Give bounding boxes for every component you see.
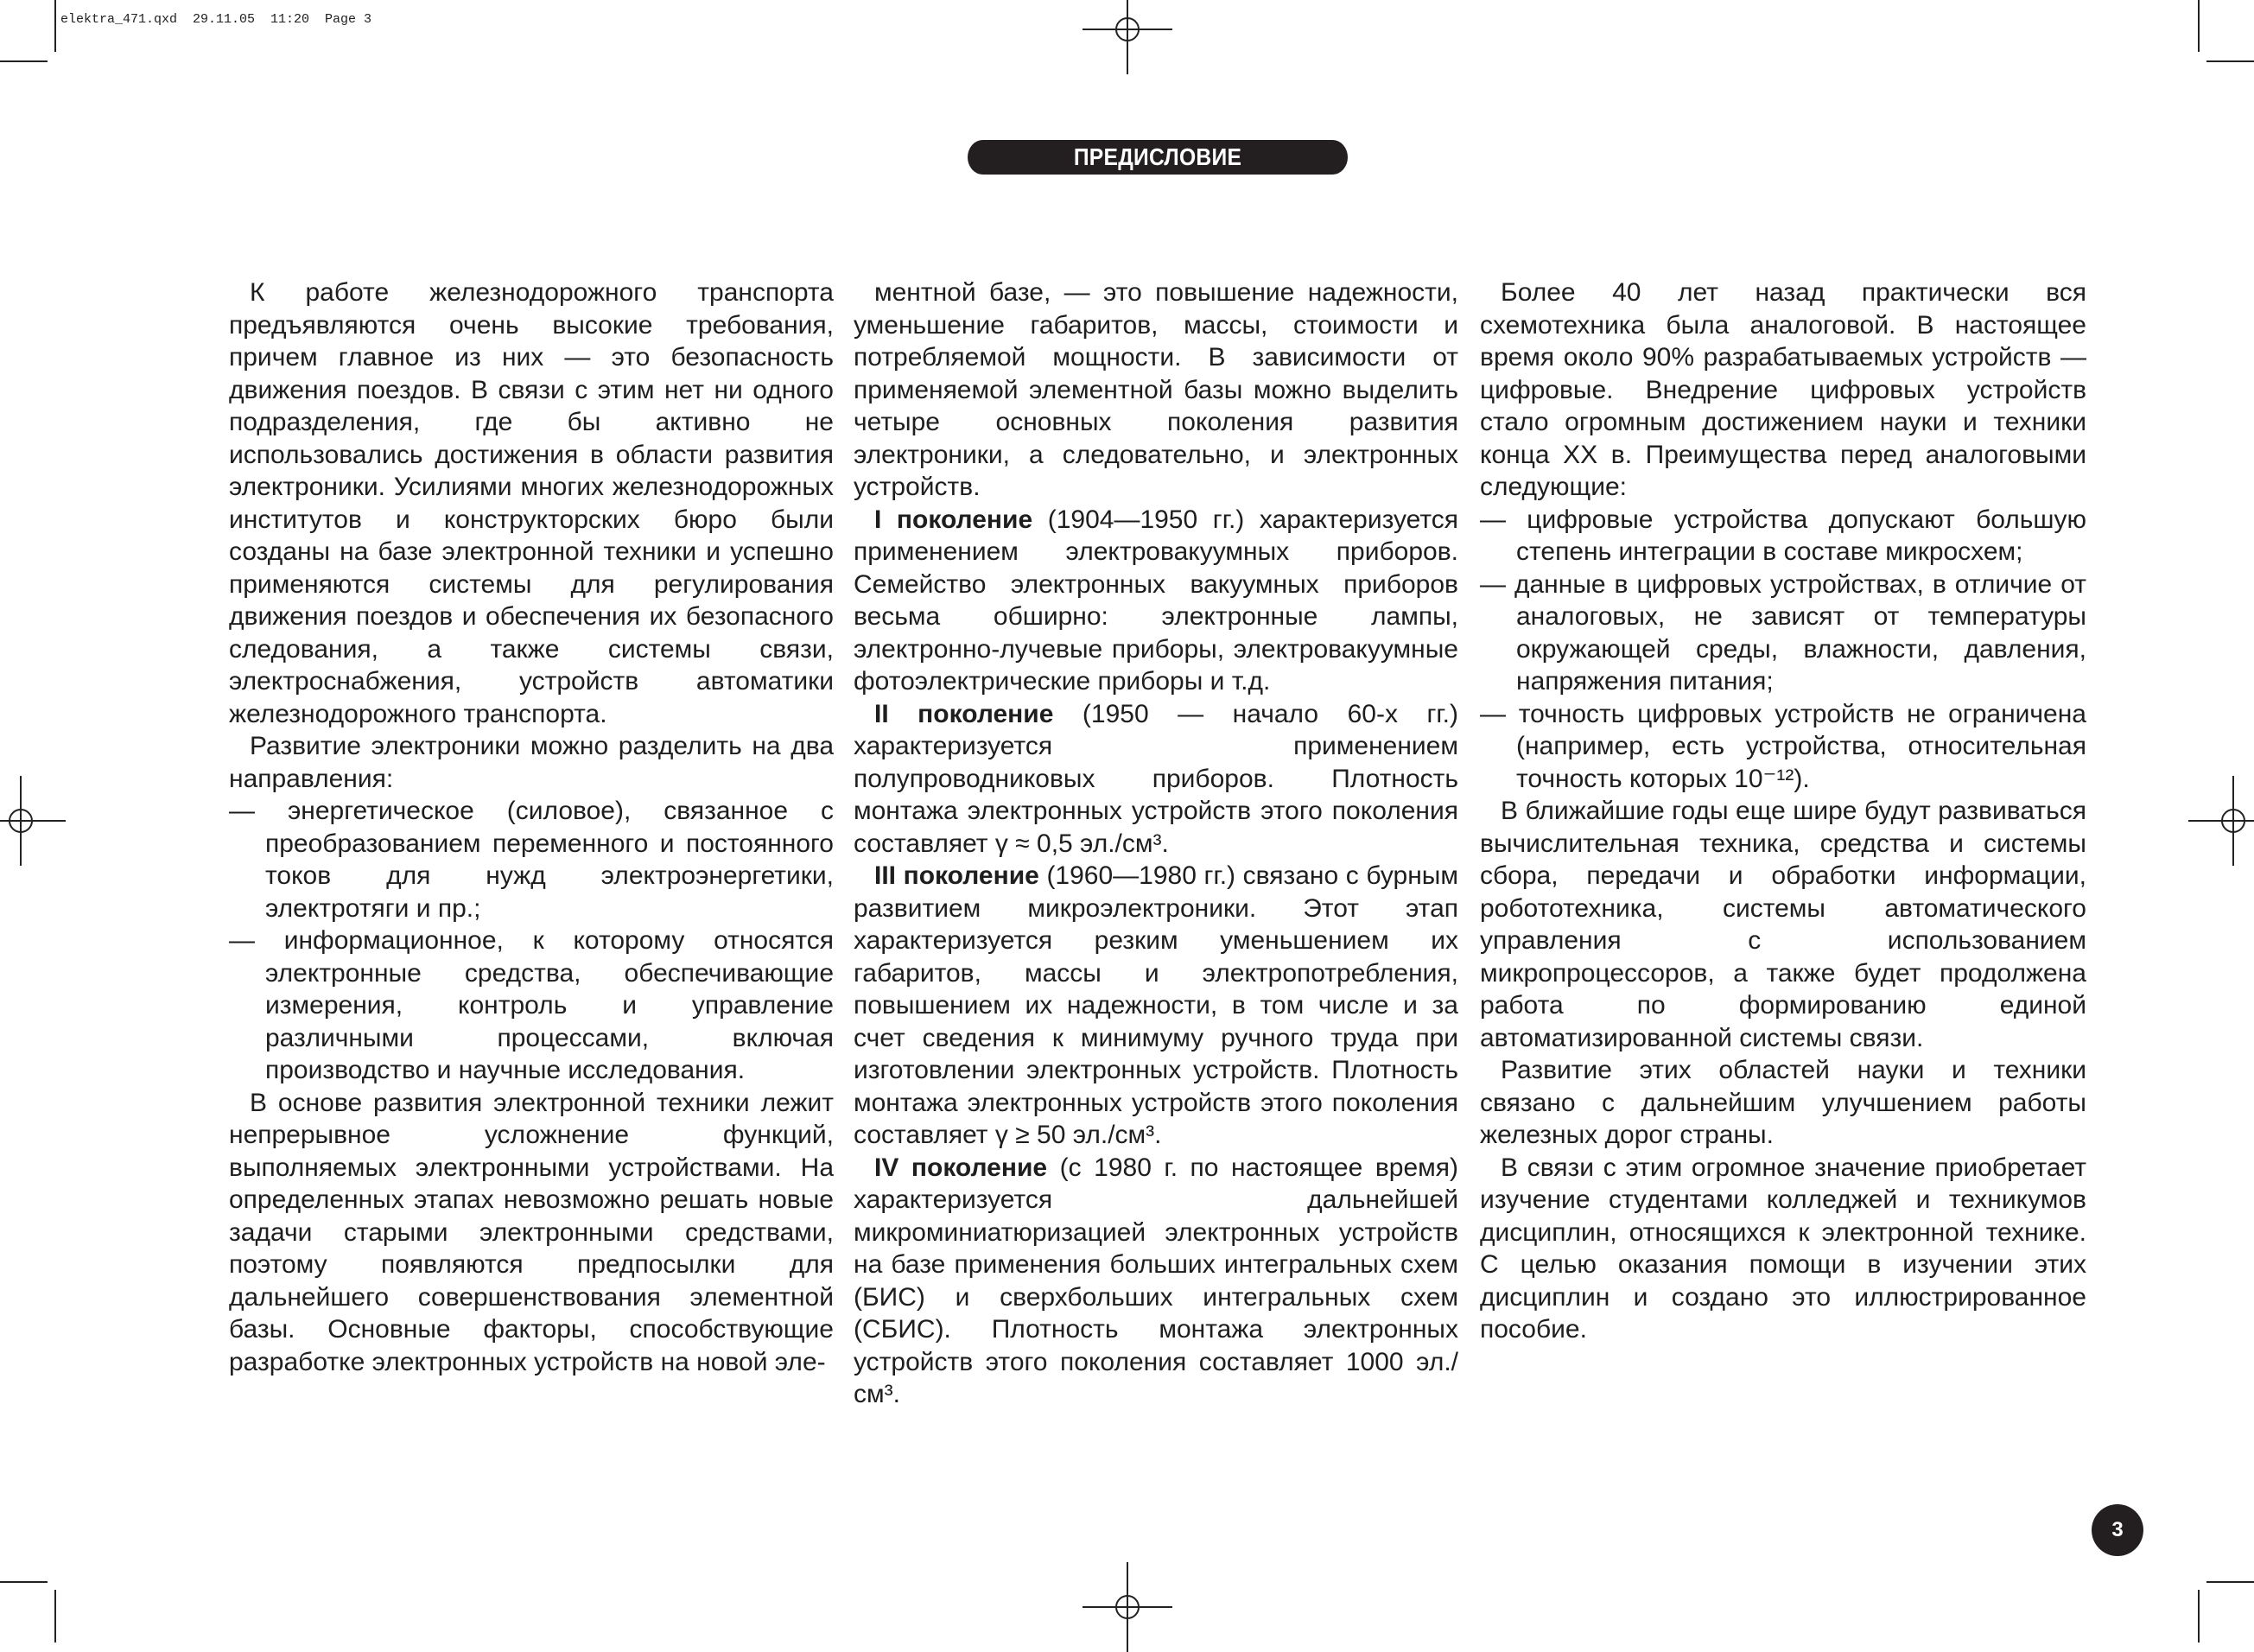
- registration-mark-left-icon: [0, 776, 66, 866]
- text-column-1: [229, 276, 834, 1378]
- page-number-badge: 3: [2092, 1504, 2143, 1556]
- paragraph: ментной базе, — это повышение надежности, уменьшение габаритов, массы, стоимости и потребляемой мощности. В зависимости от применяемой элементной базы можно выделить четыре основных поколения развития электроники, а следовательно, и электронных устройств.: [854, 278, 1458, 501]
- generation-label: II поколение: [874, 699, 1054, 728]
- registration-mark-right-icon: [2188, 776, 2254, 866]
- text-column-3: [1480, 276, 2086, 1346]
- crop-mark-bottom-right-h: [2206, 1581, 2254, 1583]
- list-item: — энергетическое (силовое), связанное с преобразованием переменного и постоянного токов для нужд электроэнергетики, электротяги и пр.;: [229, 797, 834, 923]
- crop-mark-bottom-left-v: [54, 1590, 56, 1642]
- list-item: — точность цифровых устройств не ограничена (например, есть устройства, относительная точность которых 10⁻¹²).: [1480, 699, 2086, 793]
- paragraph: В ближайшие годы еще шире будут развиваться вычислительная техника, средства и системы сбора, передачи и обработки информации, робототехника, системы автоматического управления с использованием микропроцессоров, а также будет продолжена работа по формированию единой автоматизированной системы связи.: [1480, 797, 2086, 1052]
- section-title: ПРЕДИСЛОВИЕ: [968, 140, 1348, 175]
- generation-2-paragraph: [854, 698, 1458, 861]
- crop-mark-top-left-h: [0, 60, 48, 62]
- paragraph: В связи с этим огромное значение приобретает изучение студентами колледжей и техникумов дисциплин, относящихся к электронной технике. С целью оказания помощи в изучении этих дисциплин и создано это иллюстрированное пособие.: [1480, 1153, 2086, 1344]
- generation-text: (1904—1950 гг.) характеризуется применением электровакуумных приборов. Семейство электронных вакуумных приборов весьма обширно: электронные лампы, электронно-лучевые приборы, электровакуумные фотоэлектрические приборы и т.д.: [854, 505, 1458, 696]
- registration-mark-bottom-icon: [1083, 1562, 1172, 1652]
- paragraph: В основе развития электронной техники лежит непрерывное усложнение функций, выполняемых электронными устройствами. На определенных этапах невозможно решать новые задачи старыми электронными средствами, поэтому появляются предпосылки для дальнейшего совершенствования элементной базы. Основные факторы, способствующие разработке электронных устройств на новой эле-: [229, 1088, 834, 1376]
- generation-text: (1960—1980 гг.) связано с бурным развитием микроэлектроники. Этот этап характеризуется резким уменьшением их габаритов, массы и электропотребления, повышением их надежности, в том числе и за счет сведения к минимуму ручного труда при изготовлении электронных устройств. Плотность монтажа электронных устройств этого поколения составляет γ ≥ 50 эл./см³.: [854, 861, 1458, 1149]
- generation-label: IV поколение: [874, 1153, 1048, 1182]
- crop-mark-top-left-v: [54, 0, 56, 52]
- list-item: — цифровые устройства допускают большую степень интеграции в составе микросхем;: [1480, 505, 2086, 566]
- list-item: — информационное, к которому относятся электронные средства, обеспечивающие измерения, контроль и управление различными процессами, включая производство и научные исследования.: [229, 926, 834, 1084]
- text-column-2: [854, 276, 1458, 1411]
- crop-mark-top-right-h: [2206, 60, 2254, 62]
- list-item: — данные в цифровых устройствах, в отличие от аналоговых, не зависят от температуры окружающей среды, влажности, давления, напряжения питания;: [1480, 569, 2086, 696]
- crop-mark-bottom-right-v: [2198, 1590, 2200, 1642]
- registration-mark-top-icon: [1083, 0, 1172, 74]
- paragraph: Развитие этих областей науки и техники связано с дальнейшим улучшением работы железных дорог страны.: [1480, 1056, 2086, 1149]
- generation-label: III поколение: [874, 861, 1039, 890]
- paragraph: К работе железнодорожного транспорта предъявляются очень высокие требования, причем главное из них — это безопасность движения поездов. В связи с этим нет ни одного подразделения, где бы активно не использовались достижения в области развития электроники. Усилиями многих железнодорожных институтов и конструкторских бюро были созданы на базе электронной техники и успешно применяются системы для регулирования движения поездов и обеспечения их безопасного следования, а также системы связи, электроснабжения, устройств автоматики железнодорожного транспорта.: [229, 278, 834, 728]
- generation-label: I поколение: [874, 505, 1033, 534]
- crop-mark-bottom-left-h: [0, 1581, 48, 1583]
- paragraph: Развитие электроники можно разделить на два направления:: [229, 732, 834, 793]
- crop-mark-top-right-v: [2198, 0, 2200, 52]
- print-slug: elektra_471.qxd 29.11.05 11:20 Page 3: [60, 12, 372, 27]
- generation-1-paragraph: [854, 504, 1458, 698]
- generation-text: (1950 — начало 60-х гг.) характеризуется применением полупроводниковых приборов. Плотность монтажа электронных устройств этого поколения составляет γ ≈ 0,5 эл./см³.: [854, 699, 1458, 858]
- paragraph: Более 40 лет назад практически вся схемотехника была аналоговой. В настоящее время около 90% разрабатываемых устройств — цифровые. Внедрение цифровых устройств стало огромным достижением науки и техники конца XX в. Преимущества перед аналоговыми следующие:: [1480, 278, 2086, 501]
- generation-4-paragraph: [854, 1152, 1458, 1411]
- generation-text: (с 1980 г. по настоящее время) характеризуется дальнейшей микроминиатюризацией электронных устройств на базе применения больших интегральных схем (БИС) и сверхбольших интегральных схем (СБИС). Плотность монтажа электронных устройств этого поколения составляет 1000 эл./см³.: [854, 1153, 1458, 1408]
- generation-3-paragraph: [854, 860, 1458, 1152]
